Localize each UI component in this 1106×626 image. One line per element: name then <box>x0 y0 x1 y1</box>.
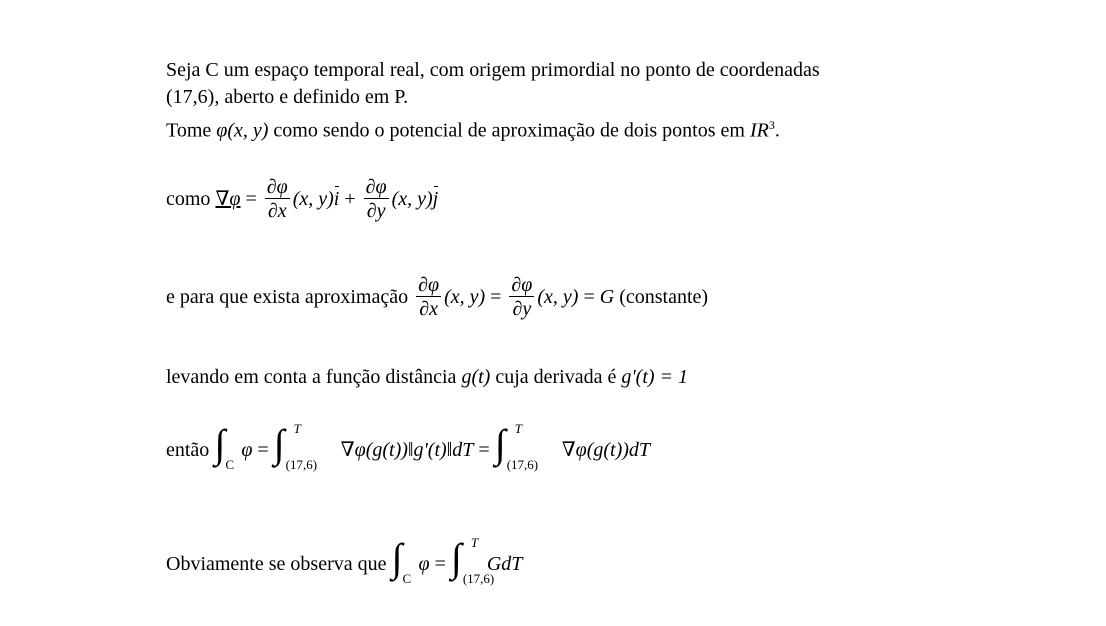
partial-y-fraction <box>364 177 389 221</box>
gradient-args-2: (x, y) <box>391 188 433 210</box>
integral-upper-limit-2: T <box>514 421 522 436</box>
gradient-prefix: como <box>166 188 211 210</box>
integral-sign-icon: ∫ <box>214 421 226 466</box>
integral-equals-1: = <box>257 439 269 461</box>
unit-vector-i: i <box>333 188 340 210</box>
definite-integral-2 <box>494 421 557 472</box>
conclusion-line <box>166 535 523 586</box>
conclusion-subscript-C: C <box>402 571 412 586</box>
distance-function: g(t) <box>461 366 491 388</box>
real-space-symbol: IR <box>749 119 769 142</box>
approximation-condition <box>166 275 708 319</box>
conclusion-definite-integral <box>450 535 513 586</box>
real-space-exponent: 3 <box>768 118 775 132</box>
conclusion-upper-limit: T <box>470 535 479 550</box>
integral-over-C <box>214 421 236 472</box>
potential-prefix: Tome <box>166 119 212 142</box>
distance-middle: cuja derivada é <box>495 366 617 388</box>
partial-y-denominator: ∂y <box>366 200 386 222</box>
line-integral-equation <box>166 421 651 472</box>
condition-args-1: (x, y) <box>444 286 486 308</box>
integral-prefix: então <box>166 439 210 461</box>
paragraph-potential <box>166 119 780 141</box>
condition-equals-1: = <box>490 286 502 308</box>
condition-prefix: e para que exista aproximação <box>166 286 409 308</box>
paragraph-space-definition-line-1: Seja C um espaço temporal real, com origem primordial no ponto de coordenadas <box>166 59 820 81</box>
integral-subscript-C: C <box>225 457 234 472</box>
integral-lower-limit-2: (17,6) <box>506 457 539 472</box>
conclusion-equals: = <box>434 553 446 575</box>
gradient-symbol: ∇φ <box>215 188 241 210</box>
integral-sign-icon-4: ∫ <box>391 535 403 580</box>
partial-x-denominator: ∂x <box>267 200 287 222</box>
integral-equals-2: = <box>478 439 490 461</box>
integral-sign-icon-2: ∫ <box>273 421 285 466</box>
condition-args-2: (x, y) <box>537 286 579 308</box>
distance-prefix: levando em conta a função distância <box>166 366 457 388</box>
constant-G: G <box>599 286 615 308</box>
integral-sign-icon-5: ∫ <box>450 535 462 580</box>
constant-note: (constante) <box>619 286 709 308</box>
gradient-equation <box>166 177 438 221</box>
integral-phi: φ <box>241 439 253 461</box>
conclusion-prefix: Obviamente se observa que <box>166 553 387 575</box>
condition-partial-phi-2: ∂φ <box>511 274 533 296</box>
definite-integral-1 <box>273 421 336 472</box>
integral-sign-icon-3: ∫ <box>494 421 506 466</box>
conclusion-integrand: GdT <box>486 553 523 575</box>
partial-x-fraction <box>265 177 290 221</box>
integrand-simplified: ∇φ(g(t))dT <box>561 439 651 461</box>
unit-vector-j: j <box>432 188 439 210</box>
condition-partial-y: ∂y <box>512 298 532 320</box>
gradient-args-1: (x, y) <box>292 188 334 210</box>
partial-phi-numerator-2: ∂φ <box>365 176 387 198</box>
gradient-equals: = <box>245 188 257 210</box>
integral-upper-limit-1: T <box>293 421 301 436</box>
paragraph-space-definition-line-2: (17,6), aberto e definido em P. <box>166 86 409 108</box>
conclusion-integral-over-C <box>391 535 413 586</box>
integrand-with-norm: ∇φ(g(t))‖g'(t)‖dT <box>340 439 474 461</box>
condition-partial-phi-1: ∂φ <box>418 274 440 296</box>
partial-phi-numerator: ∂φ <box>266 176 288 198</box>
condition-equals-2: = <box>583 286 595 308</box>
integral-lower-limit-1: (17,6) <box>285 457 318 472</box>
potential-end: . <box>774 119 780 142</box>
potential-function: φ(x, y) <box>216 119 269 142</box>
condition-partial-x-fraction <box>416 275 441 319</box>
condition-partial-x: ∂x <box>419 298 438 320</box>
potential-description: como sendo o potencial de aproximação de dois pontos em <box>273 119 745 142</box>
distance-derivative: g'(t) = 1 <box>621 366 689 388</box>
condition-partial-y-fraction <box>509 275 534 319</box>
conclusion-phi: φ <box>418 553 430 575</box>
distance-function-line <box>166 367 688 387</box>
gradient-plus: + <box>344 188 356 210</box>
conclusion-lower-limit: (17,6) <box>462 571 495 586</box>
